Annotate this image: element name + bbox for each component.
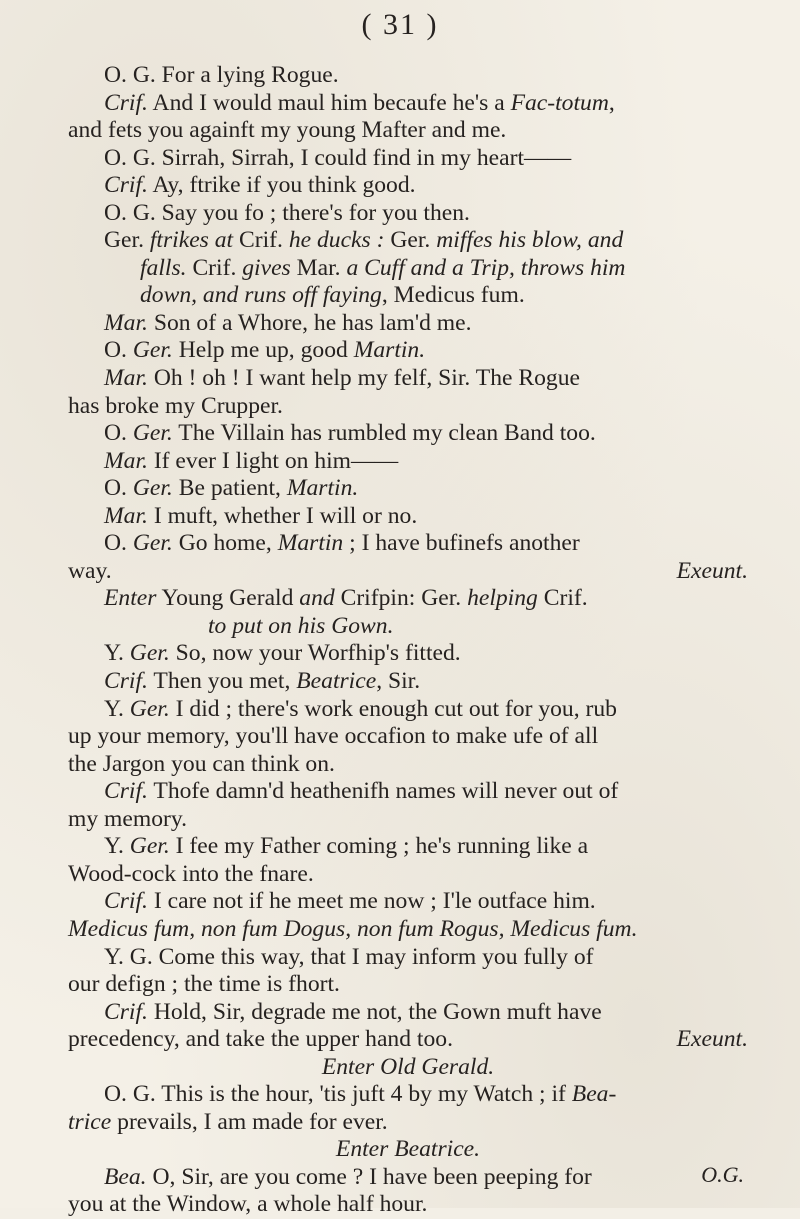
text-line: O. G. Sirrah, Sirrah, I could find in my heart—— [104, 144, 572, 171]
text-line: Bea. O, Sir, are you come ? I have been peeping for [104, 1163, 592, 1190]
catchword: O.G. [701, 1162, 744, 1187]
text-line: and fets you againft my young Mafter and me. [68, 117, 507, 144]
text-line: Y. Ger. I fee my Father coming ; he's running like a [104, 833, 589, 860]
text-line: Y. Ger. So, now your Worfhip's fitted. [104, 640, 461, 667]
text-line: you at the Window, a whole half hour. [68, 1191, 428, 1218]
text-line: falls. Crif. gives Mar. a Cuff and a Trip, throws him [140, 254, 626, 281]
text-line: Crif. And I would maul him becaufe he's a Fac-totum, [104, 89, 615, 116]
page-number: ( 31 ) [361, 8, 439, 41]
text-line: Mar. Son of a Whore, he has lam'd me. [104, 309, 472, 336]
text-line: Crif. Hold, Sir, degrade me not, the Gown muft have [104, 998, 602, 1025]
text-line: O. Ger. Go home, Martin ; I have bufinefs another [104, 530, 580, 557]
text-line: O. Ger. The Villain has rumbled my clean Band too. [104, 420, 596, 447]
text-line: O. Ger. Be patient, Martin. [104, 475, 359, 502]
text-line: Crif. Thofe damn'd heathenifh names will never out of [104, 778, 619, 805]
text-line: to put on his Gown. [208, 612, 394, 639]
text-line: up your memory, you'll have occafion to make ufe of all [68, 723, 599, 750]
text-line: the Jargon you can think on. [68, 750, 335, 777]
text-line: Mar. Oh ! oh ! I want help my felf, Sir. The Rogue [104, 365, 580, 392]
text-line: Ger. ftrikes at Crif. he ducks : Ger. miffes his blow, and [104, 227, 624, 254]
text-line: precedency, and take the upper hand too. Exeunt. [68, 1026, 748, 1053]
text-line: Medicus fum, non fum Dogus, non fum Rogus, Medicus fum. [68, 915, 638, 942]
text-line: our defign ; the time is fhort. [68, 971, 340, 998]
text-line: down, and runs off faying, Medicus fum. [140, 282, 525, 309]
text-line: O. Ger. Help me up, good Martin. [104, 337, 426, 364]
text-line: trice prevails, I am made for ever. [68, 1108, 388, 1135]
text-line: Enter Old Gerald. [321, 1053, 495, 1080]
text-line: Enter Young Gerald and Crifpin: Ger. helping Crif. [104, 585, 588, 612]
text-line: O. G. This is the hour, 'tis juft 4 by my Watch ; if Bea- [104, 1081, 617, 1108]
text-line: Wood-cock into the fnare. [68, 860, 314, 887]
play-text [68, 62, 748, 1219]
text-line: my memory. [68, 805, 188, 832]
text-line: O. G. Say you fo ; there's for you then. [104, 199, 470, 226]
text-line: Mar. I muft, whether I will or no. [104, 502, 418, 529]
text-line: way. Exeunt. [68, 557, 748, 584]
text-line: O. G. For a lying Rogue. [104, 62, 339, 88]
text-line: Y. G. Come this way, that I may inform you fully of [104, 943, 594, 970]
text-line: has broke my Crupper. [68, 392, 283, 419]
text-line: Mar. If ever I light on him—— [104, 447, 399, 474]
text-line: Crif. I care not if he meet me now ; I'le outface him. [104, 888, 596, 915]
text-line: Enter Beatrice. [335, 1136, 481, 1163]
text-line: Crif. Ay, ftrike if you think good. [104, 172, 416, 199]
text-line: Crif. Then you met, Beatrice, Sir. [104, 668, 421, 695]
text-line: Y. Ger. I did ; there's work enough cut out for you, rub [104, 695, 617, 722]
